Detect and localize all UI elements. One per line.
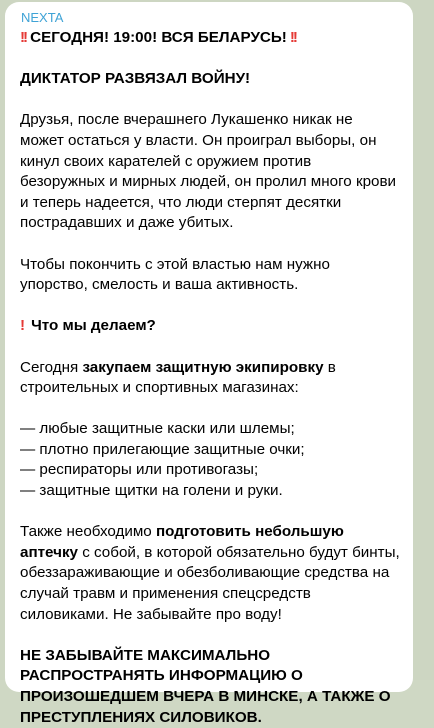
headline: [20, 28, 400, 49]
paragraph-intro: Друзья, после вчерашнего Лукашенко никак не может остаться у власти. Он проиграл выборы, он кинул своих карателей с оружием против безоружных и мирных людей, он пролил много крови и теперь надеется, что люди стерпят десятки пострадавших и даже убитых.: [20, 111, 397, 232]
paragraph-call: Чтобы покончить с этой властью нам нужно упорство, смелость и ваша активность.: [20, 255, 330, 294]
message-title: ДИКТАТОР РАЗВЯЗАЛ ВОЙНУ!: [20, 70, 251, 88]
list-item: — любые защитные каски или шлемы;: [20, 420, 295, 438]
paragraph-equipment: [20, 358, 400, 399]
headline-text: СЕГОДНЯ! 19:00! ВСЯ БЕЛАРУСЬ!: [30, 29, 287, 46]
bold-span: закупаем защитную экипировку: [82, 358, 324, 376]
double-exclamation-icon: !!: [289, 29, 296, 46]
section-title: Что мы делаем?: [31, 317, 156, 335]
closing-call: НЕ ЗАБЫВАЙТЕ МАКСИМАЛЬНО РАСПРОСТРАНЯТЬ ИНФОРМАЦИЮ О ПРОИЗОШЕДШЕМ ВЧЕРА В МИНСКЕ, А ТАКЖЕ О ПРЕСТУПЛЕНИЯХ СИЛОВИКОВ.: [20, 646, 391, 726]
text-span: с собой, в которой обязательно будут бинты, обеззараживающие и обезболивающие средства на случай травм и применения спецсредств силовиками. Не забывайте про воду!: [20, 543, 400, 623]
list-item: — респираторы или противогазы;: [20, 461, 259, 479]
text-span: Сегодня: [20, 358, 83, 376]
list-item: — плотно прилегающие защитные очки;: [20, 440, 305, 458]
exclamation-icon: !: [20, 317, 26, 335]
channel-name[interactable]: NEXTA: [21, 10, 64, 25]
section-heading: [20, 316, 400, 337]
list-item: — защитные щитки на голени и руки.: [20, 482, 283, 500]
text-span: Также необходимо: [20, 523, 156, 541]
text-span: в строительных и спортивных магазинах:: [20, 358, 336, 397]
double-exclamation-icon: !!: [20, 29, 27, 46]
message-bubble[interactable]: [5, 2, 413, 726]
bold-span: подготовить небольшую аптечку: [20, 523, 344, 561]
paragraph-firstaid: [20, 522, 400, 625]
